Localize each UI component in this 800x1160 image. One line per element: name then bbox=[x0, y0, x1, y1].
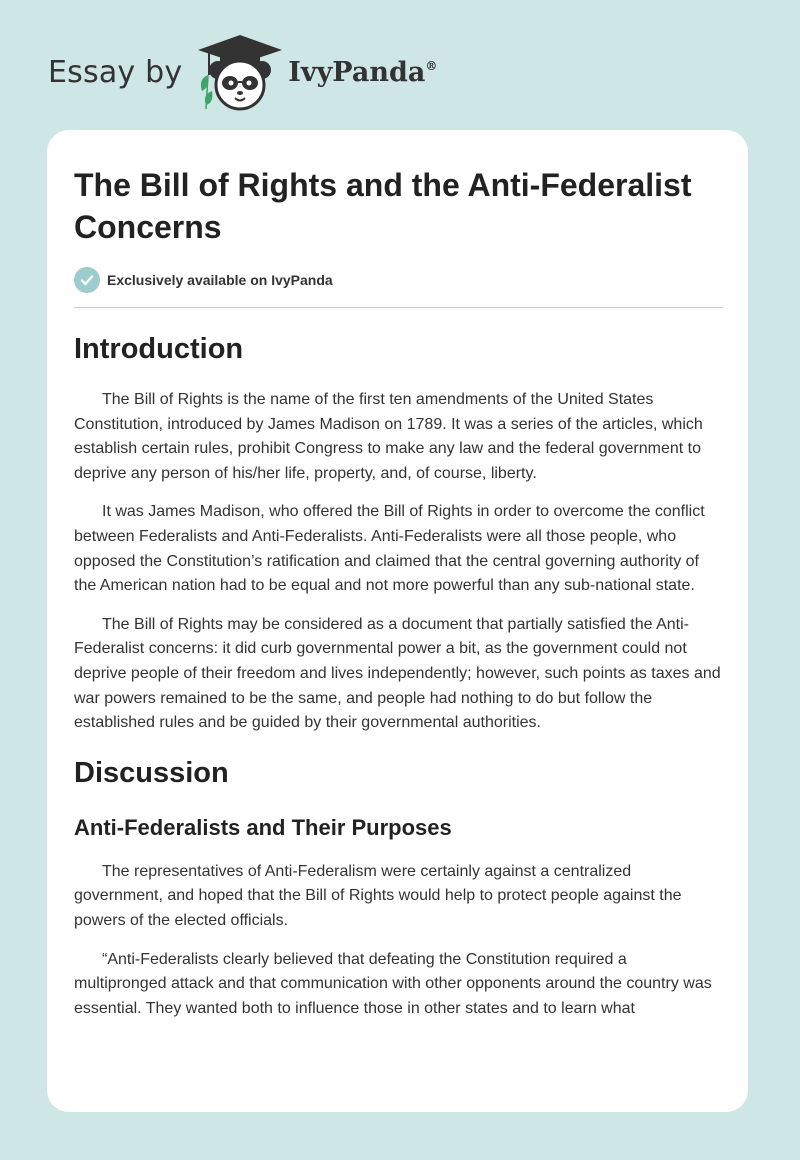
essay-title: The Bill of Rights and the Anti-Federalist Concerns bbox=[74, 167, 692, 245]
essay-card bbox=[47, 130, 748, 1112]
exclusive-label: Exclusively available on IvyPanda bbox=[107, 272, 333, 288]
discussion-heading: Discussion bbox=[74, 756, 229, 789]
intro-paragraph-2: It was James Madison, who offered the Bill of Rights in order to overcome the conflict between Federalists and Anti-Federalists. Anti-Federalists were all those people, who opposed the Constitution’s ratification and claimed that the central governing authority of the American nation had to be equal and not more powerful than any sub-national state. bbox=[74, 503, 705, 595]
anti-federalists-subheading: Anti-Federalists and Their Purposes bbox=[74, 814, 452, 840]
brand-name[interactable]: IvyPanda® bbox=[288, 56, 438, 88]
discussion-paragraph-2: “Anti-Federalists clearly believed that defeating the Constitution required a multipronged attack and that communication with other opponents around the country was essential. They wanted both to influence those in other states and to learn what bbox=[74, 950, 712, 1017]
registered-mark: ® bbox=[425, 58, 438, 73]
panda-graduate-icon bbox=[196, 33, 284, 111]
discussion-paragraph-1: The representatives of Anti-Federalism were certainly against a centralized government, and hoped that the Bill of Rights would help to protect people against the powers of the elected officials. bbox=[74, 862, 682, 929]
exclusive-badge bbox=[74, 266, 723, 294]
intro-paragraph-3: The Bill of Rights may be considered as a document that partially satisfied the Anti-Federalist concerns: it did curb governmental power a bit, as the government could not deprive people of their freedom and lives independently; however, such points as taxes and war powers remained to be the same, and people had nothing to do but follow the established rules and be guided by their governmental authorities. bbox=[74, 615, 721, 732]
check-circle-icon bbox=[74, 267, 100, 293]
essay-content bbox=[74, 164, 723, 1021]
introduction-heading: Introduction bbox=[74, 333, 244, 365]
site-header bbox=[48, 32, 437, 112]
essay-by-label: Essay by bbox=[48, 54, 183, 90]
title-divider bbox=[74, 307, 723, 308]
intro-paragraph-1: The Bill of Rights is the name of the first ten amendments of the United States Constitution, introduced by James Madison on 1789. It was a series of the articles, which establish certain rules, prohibit Congress to make any law and the federal government to deprive any person of his/her life, property, and, of course, liberty. bbox=[74, 391, 703, 482]
